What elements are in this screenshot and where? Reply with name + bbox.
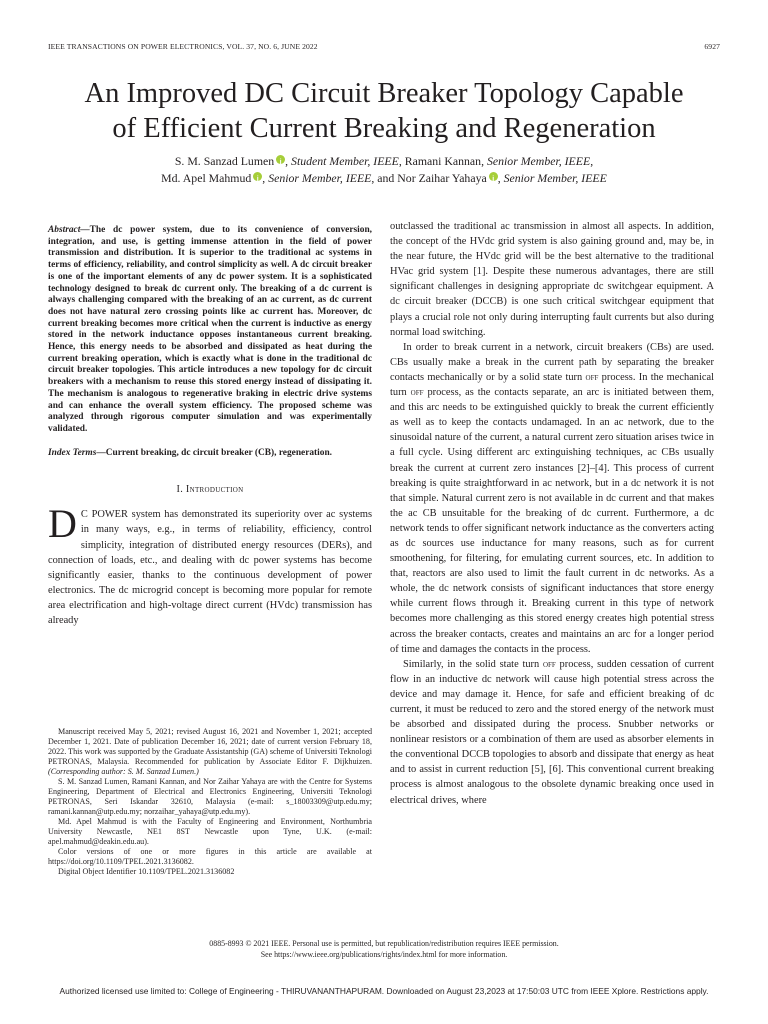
section-title: Introduction	[185, 484, 244, 496]
index-terms-text: —Current breaking, dc circuit breaker (CB), regeneration.	[96, 447, 333, 458]
license-notice: Authorized licensed use limited to: College of Engineering - THIRUVANANTHAPURAM. Downloaded on August 23,2023 at 17:50:03 UTC from IEEE Xplore. Restrictions apply.	[59, 986, 709, 996]
abstract-text: —The dc power system, due to its convenience of conversion, integration, and use, is getting immense attention in the field of power transmission and distribution. It is superior to the traditional ac systems in terms of efficiency, reliability, and control simplicity as well. A dc circuit breaker is one of the important elements of any dc power system. It is a sophisticated technology designed to break dc current only. The breaking of a dc current is always challenging compared with the breaking of an ac current, as dc current does not have natural zero crossing points like ac current has. Moreover, dc current breaking becomes more critical when the current is inductive as energy stored in the network inductance opposes instantaneous current breaking. Hence, this energy needs to be absorbed and dissipated as heat during the current breaking operation, which is exactly what is done in the traditional dc circuit breaker topologies. This article introduces a new topology for dc circuit breakers with a mechanism to reuse this stored energy instead of dissipating it. The mechanism is analogous to regenerative braking in electric drive systems and can enhance the overall system efficiency. The proposed scheme was analyzed through rigorous computer simulation and was experimentally validated.	[48, 225, 372, 434]
abstract	[48, 225, 372, 436]
page-number: 6927	[704, 42, 720, 51]
body-text-segment: process, sudden cessation of current flow in an inductive dc network will cause high potential stress across the device and may damage it. Hence, for safe and efficient breaking of dc current, it must be reduced to zero and the stored energy of the network must be absorbed and dissipated during the process. Snubber networks or nonlinear resistors or a combination of them are used as absorber elements in the conventional DCCB topologies to absorb and dissipate that energy as heat and to assist in current reduction [5], [6]. This conventional current breaking process is almost analogous to the obsolete dynamic breaking once used in electrical drives, where	[390, 658, 714, 806]
title-line-1: An Improved DC Circuit Breaker Topology Capable	[84, 78, 684, 109]
footnote-manuscript	[48, 727, 372, 777]
body-text-segment: In order to break current in a network, circuit breakers (CBs) are used. CBs usually make a break in the current path by separating the breaker contacts mechanically or by a solid state turn	[390, 341, 714, 383]
author-name: , and Nor Zaihar Yahaya	[371, 171, 487, 185]
footnote-doi: Digital Object Identifier 10.1109/TPEL.2021.3136082	[58, 867, 235, 876]
intro-paragraph-text: C POWER system has demonstrated its superiority over ac systems in many ways, e.g., in terms of reliability, efficiency, control simplicity, integration of distributed energy resources (DERs), and connection of loads, etc., and dealing with dc power systems has become significantly easier, thanks to the continuous development of power electronics. The dc microgrid concept is becoming more popular for remote area electrification and high-voltage direct current (HVdc) transmission has already	[48, 509, 372, 627]
corresponding-author: (Corresponding author: S. M. Sanzad Lumen.)	[48, 767, 199, 776]
author-name: S. M. Sanzad Lumen	[174, 154, 275, 168]
drop-cap: D	[48, 501, 77, 547]
orcid-icon[interactable]	[489, 172, 498, 181]
author-membership: Student Member, IEEE	[291, 154, 399, 168]
intro-paragraph	[48, 501, 372, 628]
footnote-affiliation: S. M. Sanzad Lumen, Ramani Kannan, and Nor Zaihar Yahaya are with the Centre for Systems Engineering, Department of Electrical and Electronics Engineering, Universiti Teknologi PETRONAS, Seri Iskandar 32610, Malaysia (e-mail: s_18003309@utp.edu.my; ramani.kannan@utp.edu.my; norzaihar_yahaya@utp.edu.my).	[48, 777, 372, 816]
small-caps-term: off	[410, 387, 424, 399]
author-membership: Senior Member, IEEE	[503, 171, 607, 185]
small-caps-term: off	[542, 658, 556, 670]
footnote-affiliation: Md. Apel Mahmud is with the Faculty of Engineering and Environment, Northumbria University Newcastle, NE1 8ST Newcastle upon Tyne, U.K. (e-mail: apel.mahmud@deakin.edu.au).	[48, 817, 372, 846]
abstract-label: Abstract	[48, 225, 81, 235]
body-text-segment: process. In the mechanical turn	[390, 371, 714, 399]
orcid-icon[interactable]	[253, 172, 262, 181]
author-list: S. M. Sanzad Lumeni , Student Member, IEEE, Ramani Kannan, Senior Member, IEEE, Md. Apel Mahmudi , Senior Member, IEEE, and Nor Zaihar Yahayai , Senior Member, IEEE	[40, 153, 728, 187]
small-caps-term: off	[585, 371, 599, 383]
author-name: Md. Apel Mahmud	[161, 171, 252, 185]
body-paragraph	[390, 340, 714, 657]
rights-link[interactable]: See https://www.ieee.org/publications/rights/index.html for more information.	[260, 949, 508, 959]
copyright-line: 0885-8993 © 2021 IEEE. Personal use is permitted, but republication/redistribution requires IEEE permission.	[209, 939, 559, 948]
section-heading	[48, 484, 372, 495]
footnote-text: Manuscript received May 5, 2021; revised August 16, 2021 and November 1, 2021; accepted December 1, 2021. Date of publication December 16, 2021; date of current version February 18, 2022. This work was supported by the Graduate Assistantship (GA) scheme of Universiti Teknologi PETRONAS, Malaysia. Recommended for publication by Associate Editor F. Dijkhuizen.	[48, 727, 372, 766]
journal-name: IEEE TRANSACTIONS ON POWER ELECTRONICS, VOL. 37, NO. 6, JUNE 2022	[48, 42, 318, 51]
section-numeral: I.	[176, 484, 186, 496]
author-membership: Senior Member, IEEE	[486, 154, 591, 168]
author-name: Ramani Kannan	[404, 154, 482, 168]
running-head	[48, 42, 720, 51]
author-membership: Senior Member, IEEE	[268, 171, 372, 185]
footnote-color-versions[interactable]: Color versions of one or more figures in this article are available at https://doi.org/10.1109/TPEL.2021.3136082.	[48, 847, 372, 866]
index-terms	[48, 448, 372, 460]
copyright-notice	[40, 939, 728, 960]
index-terms-label: Index Terms	[48, 447, 97, 458]
paper-title	[40, 76, 728, 146]
body-paragraph: outclassed the traditional ac transmission in almost all aspects. In addition, the concept of the HVdc grid system is also gaining ground and, may be, in the near future, the HVdc grid will be the best alternative to the traditional HVac grid system [1]. Despite these numerous advantages, there are still significant challenges in designing appropriate dc switchgear equipment. A dc circuit breaker (DCCB) is one such critical switchgear equipment that plays a crucial role not only during interrupting fault currents but also during normal load switching.	[390, 221, 714, 338]
body-text-segment: Similarly, in the solid state turn	[403, 658, 543, 670]
title-line-2: of Efficient Current Breaking and Regeneration	[112, 113, 656, 144]
footnotes	[48, 727, 372, 877]
left-column	[48, 225, 372, 628]
body-text-segment: process, as the contacts separate, an arc is initiated between them, and this arc needs to be extinguished quickly to break the current efficiently as well as to keep the contacts undamaged. In an ac network, due to the sinusoidal nature of the current, a natural current zero situation arises twice in a full cycle. Using different arc extinguishing techniques, ac CBs usually break the current at current zero instances [2]–[4]. This process of current breaking is quite straightforward in ac network, but in a dc network it is not that simple. Natural current zero is not available in dc current and that makes the ac CB unsuitable for the breaking of dc current. Furthermore, a dc network tends to offer significant network inductance as the converters acting as dc sources use inductance for many reasons, such as for current smoothening, for filtering, for emulating current sources, etc. In addition to that, reactors are also used to limit the fault current in dc networks. As a whole, the dc network consists of significant inductances that store energy while current flows through it. Breaking current in this type of network becomes more challenging as this stored energy creates high potential stress across the breaker contacts, creates and maintains an arc for a longer period of time and damages the contacts in the process.	[390, 387, 714, 655]
right-column	[390, 219, 714, 808]
body-paragraph	[390, 657, 714, 808]
orcid-icon[interactable]	[276, 155, 285, 164]
